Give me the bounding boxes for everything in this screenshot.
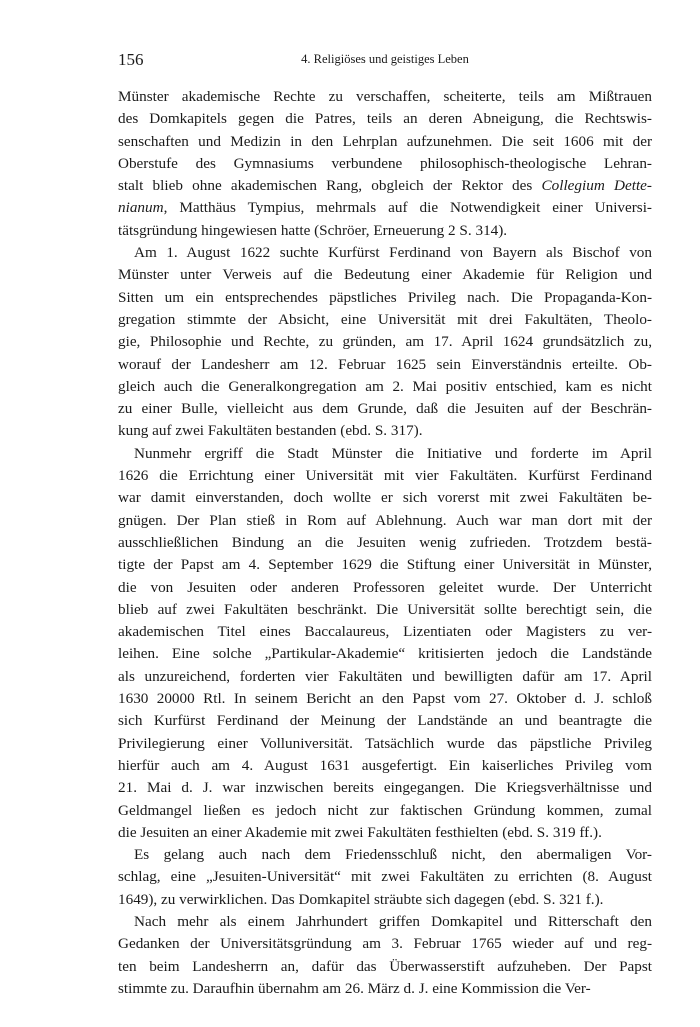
text-line: gnügen. Der Plan stieß in Rom auf Ablehnung. Auch war man dort mit der [118, 511, 652, 529]
text-line: sich Kurfürst Ferdinand der Meinung der Landstände an und beantragte die [118, 712, 652, 730]
text-line: Nunmehr ergriff die Stadt Münster die Initiative und forderte im April [134, 444, 652, 462]
text-line: Geldmangel ließen es jedoch nicht zur faktischen Gründung kommen, zumal [118, 801, 652, 819]
page-number: 156 [118, 50, 144, 69]
text-line: Sitten um ein entsprechendes päpstliches Privileg nach. Die Propaganda-Kon- [118, 288, 652, 306]
text-line: gregation stimmte der Absicht, eine Universität mit drei Fakultäten, Theolo- [118, 310, 652, 328]
text-line: 1649), zu verwirklichen. Das Domkapitel sträubte sich dagegen (ebd. S. 321 f.). [118, 890, 604, 908]
text-line: Oberstufe des Gymnasiums verbundene philosophisch-theologische Lehran- [118, 154, 652, 172]
text-line: Es gelang auch nach dem Friedensschluß nicht, den abermaligen Vor- [134, 846, 652, 864]
text-line: Gedanken der Universitätsgründung am 3. Februar 1765 wieder auf und reg- [118, 935, 652, 953]
running-title: 4. Religiöses und geistiges Leben [301, 52, 469, 66]
text-line: hierfür auch am 4. August 1631 ausgefertigt. Ein kaiserliches Privileg vom [118, 756, 652, 774]
text-line: Privilegierung einer Volluniversität. Tatsächlich wurde das päpstliche Privileg [118, 734, 652, 752]
text-line: stalt blieb ohne akademischen Rang, obgleich der Rektor des Collegium Dette- [118, 177, 652, 195]
text-line: als unzureichend, forderten vier Fakultäten und bewilligten dafür am 17. April [118, 667, 652, 685]
text-line: nianum, Matthäus Tympius, mehrmals auf die Notwendigkeit einer Universi- [118, 199, 652, 217]
text-line: die Jesuiten an einer Akademie mit zwei Fakultäten festhielten (ebd. S. 319 ff.). [118, 823, 602, 841]
text-line: stimmte zu. Daraufhin übernahm am 26. März d. J. eine Kommission die Ver- [118, 979, 591, 997]
text-line: senschaften und Medizin in den Lehrplan aufzunehmen. Die seit 1606 mit der [118, 132, 652, 150]
page-header [118, 50, 652, 72]
text-line: tätsgründung hingewiesen hatte (Schröer, Erneuerung 2 S. 314). [118, 221, 508, 239]
text-line: die von Jesuiten oder anderen Professoren geleitet wurde. Der Unterricht [118, 578, 652, 596]
text-line: blieb auf zwei Fakultäten beschränkt. Die Universität sollte berechtigt sein, die [118, 600, 652, 618]
text-line: Münster unter Verweis auf die Bedeutung einer Akademie für Religion und [118, 266, 652, 284]
text-line: kung auf zwei Fakultäten bestanden (ebd. S. 317). [118, 422, 423, 440]
text-line: war damit einverstanden, doch wollte er sich vorerst mit zwei Fakultäten be- [118, 489, 652, 507]
text-line: 1626 die Errichtung einer Universität mit vier Fakultäten. Kurfürst Ferdinand [118, 467, 652, 485]
text-line: gie, Philosophie und Rechte, zu gründen, am 17. April 1624 grundsätzlich zu, [118, 333, 652, 351]
text-line: schlag, eine „Jesuiten-Universität“ mit zwei Fakultäten zu errichten (8. August [118, 868, 652, 886]
text-line: zu einer Bulle, vielleicht aus dem Grunde, daß die Jesuiten auf der Beschrän- [118, 400, 652, 418]
text-line: leihen. Eine solche „Partikular-Akademie“ kritisierten jedoch die Landstände [118, 645, 652, 663]
text-line: ausschließlichen Bindung an die Jesuiten wenig zufrieden. Trotzdem bestä- [118, 533, 652, 551]
body-text [118, 86, 652, 1000]
text-line: 21. Mai d. J. war inzwischen bereits eingegangen. Die Kriegsverhältnisse und [118, 779, 652, 797]
text-line: tigte der Papst am 4. September 1629 die Stiftung einer Universität in Münster, [118, 556, 652, 574]
text-line: ten beim Landesherrn an, dafür das Überwasserstift aufzuheben. Der Papst [118, 957, 652, 975]
text-line: gleich auch die Generalkongregation am 2. Mai positiv entschied, kam es nicht [118, 377, 652, 395]
text-line: worauf der Landesherr am 12. Februar 1625 sein Einverständnis erteilte. Ob- [118, 355, 652, 373]
text-line: des Domkapitels gegen die Patres, teils an deren Abneigung, die Rechtswis- [118, 110, 652, 128]
text-line: Nach mehr als einem Jahrhundert griffen Domkapitel und Ritterschaft den [134, 912, 652, 930]
text-line: akademischen Titel eines Baccalaureus, Lizentiaten oder Magisters zu ver- [118, 623, 652, 641]
text-line: 1630 20000 Rtl. In seinem Bericht an den Papst vom 27. Oktober d. J. schloß [118, 690, 652, 708]
text-line: Münster akademische Rechte zu verschaffen, scheiterte, teils am Mißtrauen [118, 88, 652, 105]
text-line: Am 1. August 1622 suchte Kurfürst Ferdinand von Bayern als Bischof von [134, 244, 652, 262]
